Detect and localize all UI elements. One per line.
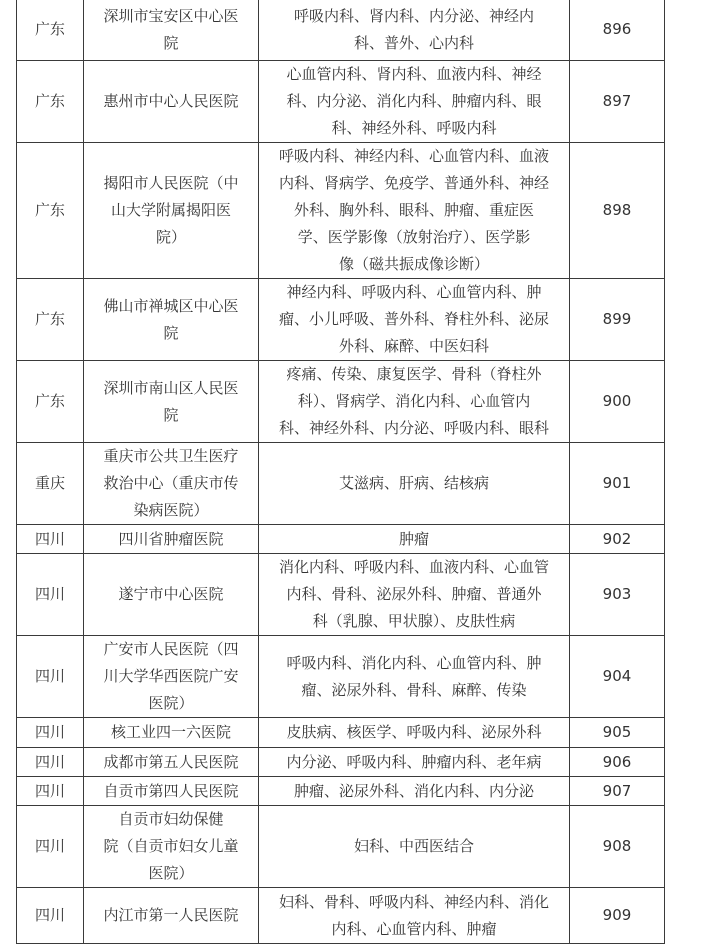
departments-cell: [259, 777, 570, 806]
serial-number-cell: 904: [570, 636, 665, 718]
departments-line: 科、普外、心内科: [353, 33, 474, 52]
province-cell: 四川: [17, 748, 84, 777]
province-cell: 广东: [17, 61, 84, 143]
hospital-name-cell: [84, 143, 259, 279]
hospital-name-cell: [84, 61, 259, 143]
departments-line: 科、神经外科、呼吸内科: [331, 119, 497, 137]
departments-line: 像（磁共振成像诊断）: [338, 255, 489, 273]
departments-line: 呼吸内科、消化内科、心血管内科、肿: [286, 653, 542, 672]
province-cell: 四川: [17, 888, 84, 944]
hospital-line: 核工业四一六医院: [110, 723, 231, 741]
departments-line: 肿瘤、泌尿外科、消化内科、内分泌: [293, 781, 534, 800]
serial-number-cell: 902: [570, 525, 665, 554]
departments-line: 科、内分泌、消化内科、肿瘤内科、眼: [286, 92, 542, 110]
hospital-name-cell: [84, 888, 259, 944]
departments-line: 神经内科、呼吸内科、心血管内科、肿: [286, 283, 542, 301]
serial-number-cell: 899: [570, 279, 665, 361]
departments-cell: [259, 888, 570, 944]
departments-line: 消化内科、呼吸内科、血液内科、心血管: [278, 558, 549, 576]
departments-cell: [259, 61, 570, 143]
departments-cell: [259, 143, 570, 279]
province-cell: 广东: [17, 361, 84, 443]
departments-cell: [259, 748, 570, 777]
hospital-line: 院: [163, 405, 179, 424]
province-cell: 广东: [17, 279, 84, 361]
hospital-name-cell: [84, 361, 259, 443]
serial-number-cell: 903: [570, 554, 665, 636]
province-cell: 四川: [17, 718, 84, 748]
departments-line: 艾滋病、肝病、结核病: [338, 474, 489, 492]
departments-line: 内科、骨科、泌尿外科、肿瘤、普通外: [286, 585, 542, 603]
table-row: [17, 888, 665, 944]
departments-line: 内科、心血管内科、肿瘤: [331, 919, 497, 938]
serial-number-cell: 907: [570, 777, 665, 806]
departments-line: 瘤、泌尿外科、骨科、麻醉、传染: [301, 680, 527, 699]
hospital-line: 救治中心（重庆市传: [103, 474, 239, 492]
hospital-line: 深圳市宝安区中心医: [103, 6, 239, 25]
departments-line: 呼吸内科、肾内科、内分泌、神经内: [293, 6, 534, 25]
departments-line: 内科、肾病学、免疫学、普通外科、神经: [278, 174, 549, 192]
serial-number-cell: 908: [570, 806, 665, 888]
province-cell: 四川: [17, 777, 84, 806]
hospital-line: 院: [163, 323, 179, 342]
departments-line: 学、医学影像（放射治疗）、医学影: [297, 228, 531, 246]
hospital-name-cell: [84, 525, 259, 554]
hospital-line: 院: [163, 33, 179, 52]
serial-number-cell: 898: [570, 143, 665, 279]
serial-number-cell: 900: [570, 361, 665, 443]
province-cell: 四川: [17, 554, 84, 636]
table-row: [17, 279, 665, 361]
hospital-line: 染病医院）: [133, 501, 209, 519]
serial-number-cell: 909: [570, 888, 665, 944]
province-cell: 四川: [17, 806, 84, 888]
departments-cell: [259, 279, 570, 361]
departments-line: 妇科、骨科、呼吸内科、神经内科、消化: [278, 892, 549, 911]
hospital-line: 遂宁市中心医院: [118, 585, 224, 603]
hospital-line: 自贡市妇幼保健: [118, 810, 224, 828]
table-row: [17, 443, 665, 525]
hospital-line: 成都市第五人民医院: [103, 752, 239, 771]
hospital-line: 深圳市南山区人民医: [103, 378, 239, 397]
hospital-line: 医院）: [148, 864, 194, 882]
hospital-name-cell: [84, 718, 259, 748]
hospital-name-cell: [84, 777, 259, 806]
departments-cell: [259, 361, 570, 443]
serial-number-cell: 901: [570, 443, 665, 525]
table-row: [17, 748, 665, 777]
departments-line: 瘤、小儿呼吸、普外科、脊柱外科、泌尿: [278, 310, 549, 328]
departments-line: 科（乳腺、甲状腺）、皮肤性病: [312, 612, 516, 630]
hospital-line: 重庆市公共卫生医疗: [103, 447, 239, 465]
hospital-line: 院（自贡市妇女儿童: [103, 837, 239, 855]
hospital-line: 院）: [155, 228, 186, 246]
departments-line: 疼痛、传染、康复医学、骨科（脊柱外: [286, 365, 542, 383]
hospital-table: [16, 0, 665, 944]
table-row: [17, 525, 665, 554]
hospital-line: 内江市第一人民医院: [103, 906, 239, 924]
table-row: [17, 718, 665, 748]
table-row: [17, 61, 665, 143]
hospital-line: 自贡市第四人民医院: [103, 781, 239, 800]
hospital-line: 揭阳市人民医院（中: [103, 174, 239, 192]
departments-line: 外科、胸外科、眼科、肿瘤、重症医: [293, 201, 534, 219]
table-row: [17, 636, 665, 718]
table-row: [17, 806, 665, 888]
departments-line: 心血管内科、肾内科、血液内科、神经: [286, 65, 542, 83]
serial-number-cell: 897: [570, 61, 665, 143]
hospital-line: 惠州市中心人民医院: [103, 92, 239, 110]
departments-line: 内分泌、呼吸内科、肿瘤内科、老年病: [286, 752, 542, 771]
departments-cell: [259, 443, 570, 525]
table-row: [17, 361, 665, 443]
province-cell: 广东: [17, 0, 84, 61]
departments-cell: [259, 718, 570, 748]
hospital-line: 医院）: [148, 694, 194, 712]
serial-number-cell: 905: [570, 718, 665, 748]
hospital-line: 四川省肿瘤医院: [118, 529, 224, 548]
departments-line: 呼吸内科、神经内科、心血管内科、血液: [278, 147, 549, 165]
hospital-table-body: [17, 0, 665, 944]
departments-line: 外科、麻醉、中医妇科: [338, 337, 489, 355]
province-cell: 四川: [17, 636, 84, 718]
departments-cell: [259, 525, 570, 554]
departments-cell: [259, 806, 570, 888]
province-cell: 广东: [17, 143, 84, 279]
departments-cell: [259, 636, 570, 718]
departments-line: 肿瘤: [398, 529, 429, 548]
hospital-name-cell: [84, 554, 259, 636]
hospital-name-cell: [84, 279, 259, 361]
departments-line: 科、神经外科、内分泌、呼吸内科、眼科: [278, 419, 549, 437]
serial-number-cell: 906: [570, 748, 665, 777]
hospital-line: 山大学附属揭阳医: [110, 201, 231, 219]
table-row: [17, 143, 665, 279]
hospital-name-cell: [84, 748, 259, 777]
departments-line: 科）、肾病学、消化内科、心血管内: [297, 392, 531, 410]
province-cell: 四川: [17, 525, 84, 554]
table-row: [17, 0, 665, 61]
departments-line: 妇科、中西医结合: [353, 837, 474, 855]
departments-cell: [259, 554, 570, 636]
hospital-name-cell: [84, 443, 259, 525]
serial-number-cell: 896: [570, 0, 665, 61]
province-cell: 重庆: [17, 443, 84, 525]
hospital-line: 佛山市禅城区中心医: [103, 296, 239, 315]
departments-line: 皮肤病、核医学、呼吸内科、泌尿外科: [286, 723, 542, 741]
departments-cell: [259, 0, 570, 61]
table-row: [17, 777, 665, 806]
hospital-name-cell: [84, 0, 259, 61]
hospital-line: 广安市人民医院（四: [103, 640, 239, 658]
hospital-name-cell: [84, 636, 259, 718]
hospital-name-cell: [84, 806, 259, 888]
table-row: [17, 554, 665, 636]
hospital-line: 川大学华西医院广安: [103, 667, 239, 685]
